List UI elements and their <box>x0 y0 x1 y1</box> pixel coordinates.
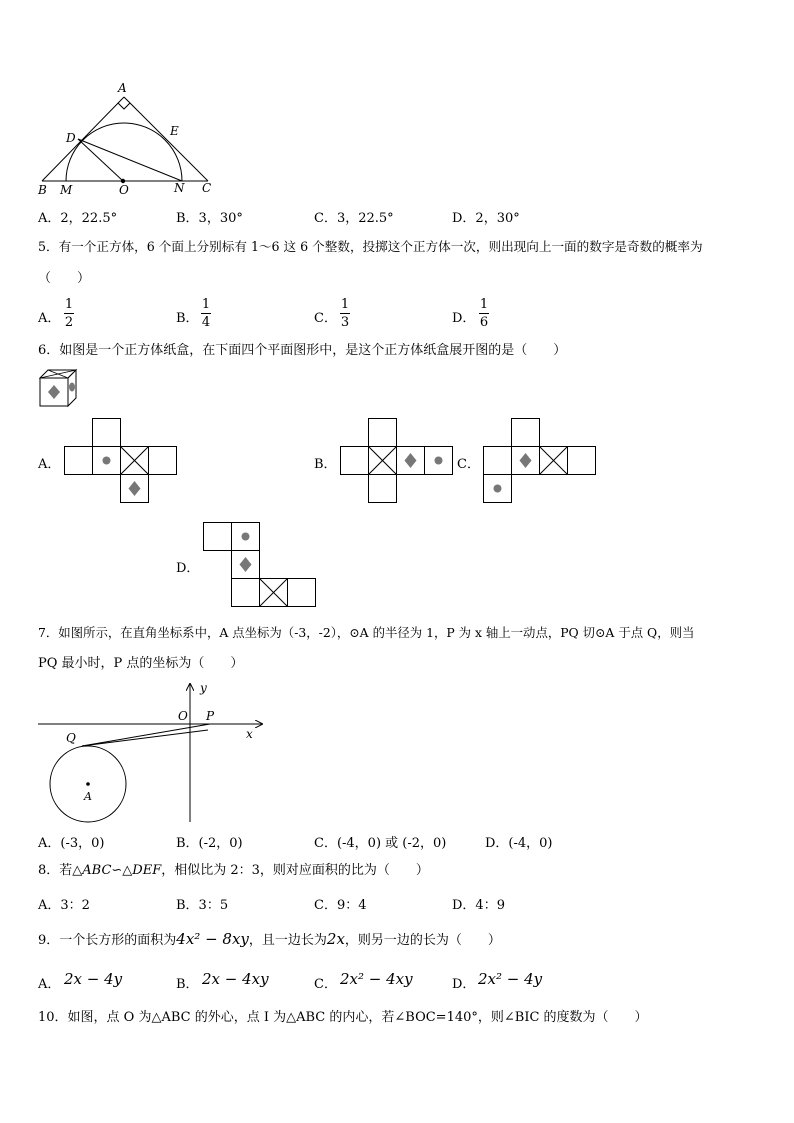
fraction-numerator: 1 <box>201 297 211 312</box>
q9-suffix: ，则另一边的长为（ ） <box>344 933 501 948</box>
q7-option-c[interactable]: C．(-4，0) 或 (-2，0) <box>314 836 447 851</box>
q5-question-line1: 5．有一个正方体，6 个面上分别标有 1～6 这 6 个整数，投掷这个正方体一次，则出现向上一面的数字是奇数的概率为 <box>38 239 703 254</box>
q5-question-line2: （ ） <box>38 271 91 286</box>
q4-label-d: D <box>66 131 76 145</box>
q7-option-b[interactable]: B．(-2，0) <box>176 836 243 851</box>
q5-option-b-fraction <box>201 297 211 330</box>
q5-option-b-letter[interactable]: B． <box>176 311 199 326</box>
q10-question: 10．如图，点 O 为△ABC 的外心，点 I 为△ABC 的内心，若∠BOC=140°，则∠BIC 的度数为（ ） <box>38 1010 648 1025</box>
q8-suffix: ，相似比为 2：3，则对应面积的比为（ ） <box>161 863 429 878</box>
q4-option-d[interactable]: D．2，30° <box>452 211 520 226</box>
q4-label-o: O <box>119 183 129 197</box>
q4-option-c[interactable]: C．3，22.5° <box>314 211 394 226</box>
q8-option-d[interactable]: D．4：9 <box>452 898 505 913</box>
q4-side-ac <box>124 97 208 181</box>
q6-option-b-letter[interactable]: B． <box>314 457 337 472</box>
fraction-denominator: 2 <box>64 315 74 330</box>
q9-option-c-expr: 2x² − 4xy <box>340 970 413 988</box>
q5-option-c-letter[interactable]: C． <box>314 311 337 326</box>
dot-icon <box>494 485 502 493</box>
q5-option-a-letter[interactable]: A． <box>38 311 61 326</box>
q4-label-n: N <box>174 181 185 195</box>
q4-figure <box>34 80 224 198</box>
fraction-denominator: 6 <box>479 315 489 330</box>
q6-option-c-letter[interactable]: C． <box>457 457 480 472</box>
q8-option-a[interactable]: A．3：2 <box>38 898 90 913</box>
dot-icon <box>103 457 111 465</box>
q4-label-b: B <box>38 183 47 197</box>
q9-option-b-expr: 2x − 4xy <box>202 970 269 988</box>
q4-label-e: E <box>170 124 179 138</box>
q4-right-angle-mark <box>118 103 130 109</box>
dot-icon <box>69 383 75 392</box>
q4-label-m: M <box>60 183 73 197</box>
q5-option-d-letter[interactable]: D． <box>452 311 476 326</box>
q9-question <box>38 931 501 949</box>
q7-tangent-pq <box>82 724 210 746</box>
q7-label-y: y <box>200 681 207 695</box>
q7-label-o: O <box>178 709 188 723</box>
q9-option-d-letter[interactable]: D． <box>452 977 476 992</box>
q6-option-b-net[interactable] <box>340 418 453 504</box>
q6-option-d-net[interactable] <box>203 522 316 608</box>
q8-similarity-expr: △ABC∽△DEF <box>72 863 162 878</box>
q6-option-d-letter[interactable]: D． <box>176 561 200 576</box>
fraction-numerator: 1 <box>340 297 350 312</box>
fraction-denominator: 4 <box>201 315 211 330</box>
q7-figure <box>36 678 268 828</box>
q7-label-x: x <box>246 727 253 741</box>
q7-center-dot <box>86 782 90 786</box>
fraction-numerator: 1 <box>479 297 489 312</box>
q4-option-b[interactable]: B．3，30° <box>176 211 243 226</box>
q4-label-c: C <box>202 181 212 195</box>
q5-option-a-fraction <box>64 297 74 330</box>
q4-segment-do <box>78 139 123 181</box>
q9-middle: ，且一边长为 <box>248 933 327 948</box>
q7-label-a: A <box>84 790 92 803</box>
q9-option-c-letter[interactable]: C． <box>314 977 337 992</box>
q9-option-a-letter[interactable]: A． <box>38 977 61 992</box>
q6-question: 6．如图是一个正方体纸盒，在下面四个平面图形中，是这个正方体纸盒展开图的是（ ） <box>38 343 567 358</box>
q9-prefix: 9．一个长方形的面积为 <box>38 933 177 948</box>
q5-option-c-fraction <box>340 297 350 330</box>
dot-icon <box>242 533 250 541</box>
q6-option-a-letter[interactable]: A． <box>38 457 61 472</box>
q7-question-line2: PQ 最小时，P 点的坐标为（ ） <box>38 656 244 671</box>
dot-icon <box>435 457 443 465</box>
q7-label-q: Q <box>66 731 76 745</box>
fraction-denominator: 3 <box>340 315 350 330</box>
q8-question <box>38 863 429 879</box>
q6-option-c-net[interactable] <box>483 418 596 504</box>
q4-option-a[interactable]: A．2，22.5° <box>38 211 118 226</box>
q9-option-b-letter[interactable]: B． <box>176 977 199 992</box>
q9-option-d-expr: 2x² − 4y <box>478 970 543 988</box>
q5-option-d-fraction <box>479 297 489 330</box>
q7-question-line1: 7．如图所示，在直角坐标系中，A 点坐标为（-3，-2），⊙A 的半径为 1，P 为 x 轴上一动点，PQ 切⊙A 于点 Q，则当 <box>38 625 695 640</box>
q8-option-c[interactable]: C．9：4 <box>314 898 367 913</box>
q7-label-p: P <box>206 709 215 723</box>
fraction-numerator: 1 <box>64 297 74 312</box>
q7-tangent-lower <box>82 730 208 746</box>
q9-option-a-expr: 2x − 4y <box>64 970 123 988</box>
q4-side-ab <box>42 97 124 181</box>
q6-cube-figure <box>38 368 80 408</box>
q4-label-a: A <box>118 81 127 95</box>
q7-option-d[interactable]: D．(-4，0) <box>485 836 553 851</box>
q9-side-expr: 2x <box>326 930 345 948</box>
q8-option-b[interactable]: B．3：5 <box>176 898 229 913</box>
q9-area-expr: 4x² − 8xy <box>176 930 249 948</box>
q4-segment-dn <box>78 139 182 181</box>
q6-option-a-net[interactable] <box>64 418 177 504</box>
q8-prefix: 8．若 <box>38 863 73 878</box>
q7-option-a[interactable]: A．(-3，0) <box>38 836 105 851</box>
q4-semicircle <box>66 123 182 181</box>
